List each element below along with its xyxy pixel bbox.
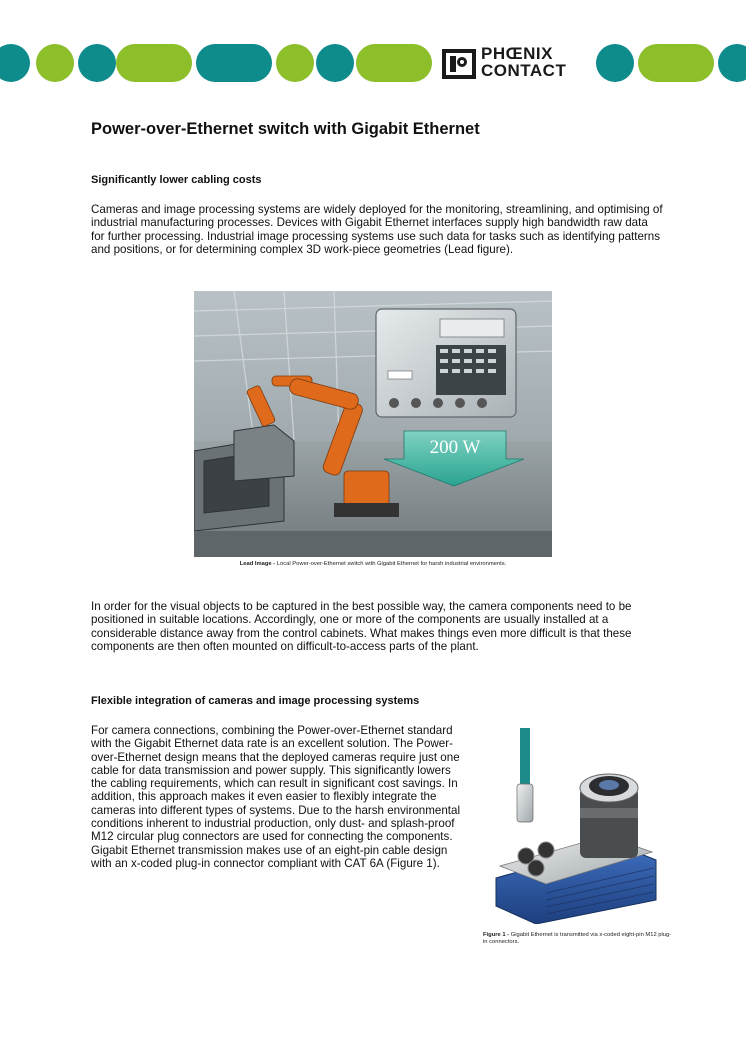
phoenix-contact-logo — [437, 42, 593, 84]
factory-robot-illustration — [194, 291, 552, 557]
lead-caption-text: Local Power-over-Ethernet switch with Gigabit Ethernet for harsh industrial environments. — [276, 561, 507, 567]
logo-mark-icon — [441, 48, 477, 80]
banner-pill-green — [638, 44, 714, 82]
figure-1-image — [486, 728, 658, 924]
poe-switch-device — [376, 309, 516, 417]
paragraph-positioning: In order for the visual objects to be captured in the best possible way, the camera components need to be positioned in suitable locations. Accordingly, one or more of the components are usually installed at a considerable distance away from the control cabinets. What makes things even more difficult is that these components are then often mounted on difficult-to-access parts of the plant. — [91, 600, 632, 653]
header-banner — [0, 40, 746, 86]
page-title: Power-over-Ethernet switch with Gigabit Ethernet — [91, 120, 480, 138]
banner-dot-teal — [0, 44, 30, 82]
section-heading-cabling: Significantly lower cabling costs — [91, 174, 262, 186]
figure-1-caption-text: Gigabit Ethernet is transmitted via x-coded eight-pin M12 plug-in connectors. — [483, 932, 672, 945]
banner-dot-green — [276, 44, 314, 82]
section-heading-integration: Flexible integration of cameras and image processing systems — [91, 695, 420, 707]
banner-pill-green — [356, 44, 432, 82]
logo-line-2: CONTACT — [481, 61, 567, 80]
lead-image — [194, 291, 552, 557]
lead-image-badge: 200 W — [429, 437, 481, 458]
banner-pill-teal — [196, 44, 272, 82]
paragraph-intro: Cameras and image processing systems are widely deployed for the monitoring, streamlining, and optimising of industrial manufacturing processes. Devices with Gigabit Ethernet interfaces supply high bandwidth raw data for further processing. Industrial image processing systems use such data for tasks such as identifying patterns and positions, or for determining complex 3D work-piece geometries (Lead figure). — [91, 203, 663, 256]
lead-image-caption — [194, 561, 552, 568]
banner-pill-green — [116, 44, 192, 82]
banner-dot-teal — [78, 44, 116, 82]
banner-dot-teal — [596, 44, 634, 82]
banner-dot-teal — [316, 44, 354, 82]
logo-line-1: PHŒNIX — [481, 44, 553, 63]
figure-1-caption — [483, 932, 673, 946]
lead-caption-label: Lead Image - — [239, 561, 276, 567]
paragraph-camera-connections: For camera connections, combining the Power-over-Ethernet standard with the Gigabit Ethernet data rate is an excellent solution. The Power-over-Ethernet design means that the deployed cameras require just one cable for data transmission and power supply. This significantly lowers the cabling requirements, which can result in significant cost savings. In addition, this approach makes it even easier to flexibly integrate the cameras into different types of systems. Due to the harsh environmental conditions inherent to industrial production, only dust- and splash-proof M12 circular plug connectors are used for connecting the components. Gigabit Ethernet transmission makes use of an eight-pin cable design with an x-coded plug-in connector compliant with CAT 6A (Figure 1). — [91, 724, 461, 870]
camera-connector-illustration — [486, 728, 658, 924]
banner-dot-green — [36, 44, 74, 82]
figure-1-caption-label: Figure 1 - — [483, 932, 510, 938]
banner-dot-teal — [718, 44, 746, 82]
